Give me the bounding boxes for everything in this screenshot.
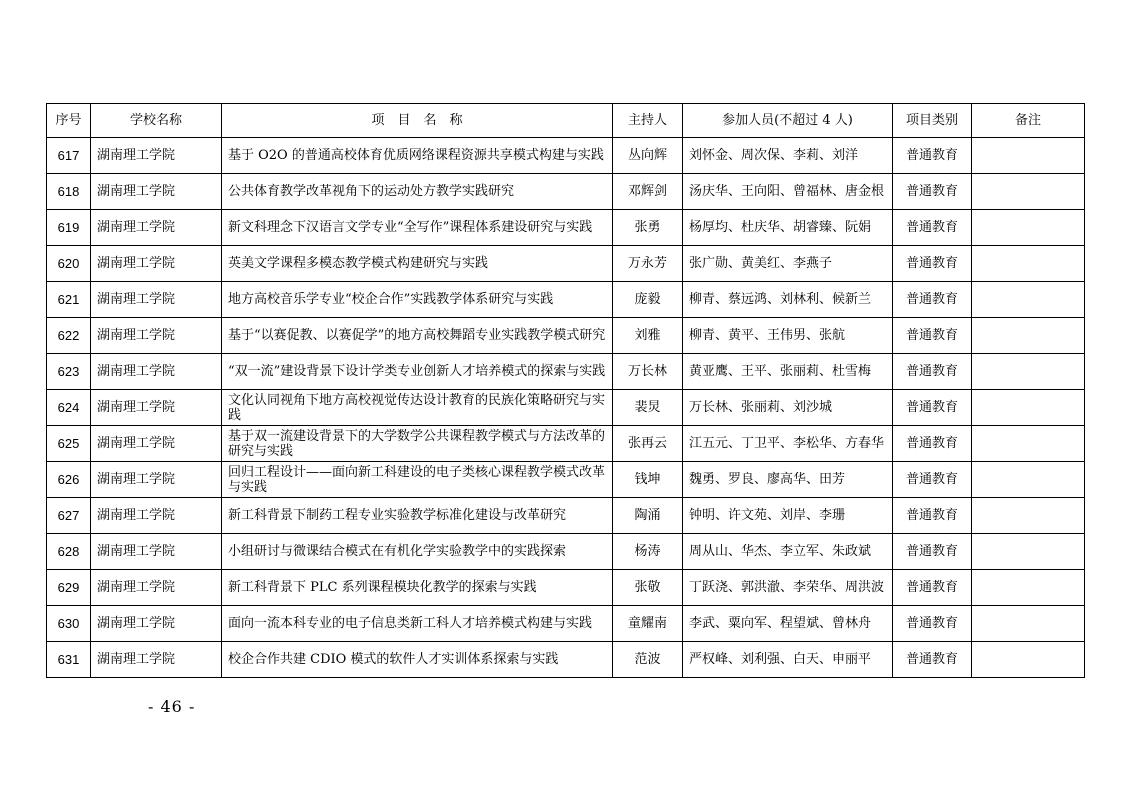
- cell-members: 杨厚均、杜庆华、胡睿臻、阮娟: [683, 210, 893, 246]
- table-row: [47, 246, 1085, 282]
- cell-title: 面向一流本科专业的电子信息类新工科人才培养模式构建与实践: [222, 606, 613, 642]
- cell-category: 普通教育: [893, 426, 972, 462]
- cell-category: 普通教育: [893, 498, 972, 534]
- cell-members: 丁跃浇、郭洪澈、李荣华、周洪波: [683, 570, 893, 606]
- cell-num: 630: [47, 606, 91, 642]
- cell-remark: [972, 138, 1085, 174]
- cell-lead: 张敬: [613, 570, 683, 606]
- cell-title: 新文科理念下汉语言文学专业“全写作”课程体系建设研究与实践: [222, 210, 613, 246]
- cell-school: 湖南理工学院: [91, 462, 222, 498]
- cell-category: 普通教育: [893, 606, 972, 642]
- cell-num: 620: [47, 246, 91, 282]
- cell-title: 回归工程设计——面向新工科建设的电子类核心课程教学模式改革与实践: [222, 462, 613, 498]
- cell-num: 617: [47, 138, 91, 174]
- cell-members: 江五元、丁卫平、李松华、方春华: [683, 426, 893, 462]
- cell-remark: [972, 606, 1085, 642]
- cell-lead: 钱坤: [613, 462, 683, 498]
- cell-remark: [972, 210, 1085, 246]
- cell-members: 张广勋、黄美红、李燕子: [683, 246, 893, 282]
- cell-school: 湖南理工学院: [91, 282, 222, 318]
- cell-school: 湖南理工学院: [91, 246, 222, 282]
- cell-title: 基于 O2O 的普通高校体育优质网络课程资源共享模式构建与实践: [222, 138, 613, 174]
- cell-num: 621: [47, 282, 91, 318]
- cell-remark: [972, 570, 1085, 606]
- cell-members: 汤庆华、王向阳、曾福林、唐金根: [683, 174, 893, 210]
- cell-lead: 万永芳: [613, 246, 683, 282]
- cell-lead: 张再云: [613, 426, 683, 462]
- cell-category: 普通教育: [893, 534, 972, 570]
- cell-members: 李武、粟向军、程望斌、曾林舟: [683, 606, 893, 642]
- table-row: [47, 534, 1085, 570]
- project-table: [46, 103, 1085, 678]
- cell-school: 湖南理工学院: [91, 606, 222, 642]
- header-title: 项 目 名 称: [222, 104, 613, 138]
- cell-members: 严权峰、刘利强、白天、申丽平: [683, 642, 893, 678]
- cell-title: “双一流”建设背景下设计学类专业创新人才培养模式的探索与实践: [222, 354, 613, 390]
- cell-remark: [972, 282, 1085, 318]
- cell-title: 地方高校音乐学专业“校企合作”实践教学体系研究与实践: [222, 282, 613, 318]
- cell-lead: 童耀南: [613, 606, 683, 642]
- cell-remark: [972, 390, 1085, 426]
- cell-num: 624: [47, 390, 91, 426]
- table-row: [47, 318, 1085, 354]
- cell-members: 柳青、黄平、王伟男、张航: [683, 318, 893, 354]
- header-row: [47, 104, 1085, 138]
- cell-members: 黄亚鹰、王平、张丽莉、杜雪梅: [683, 354, 893, 390]
- cell-remark: [972, 498, 1085, 534]
- cell-members: 周从山、华杰、李立军、朱政斌: [683, 534, 893, 570]
- cell-category: 普通教育: [893, 570, 972, 606]
- cell-remark: [972, 462, 1085, 498]
- cell-lead: 陶涌: [613, 498, 683, 534]
- cell-school: 湖南理工学院: [91, 642, 222, 678]
- cell-school: 湖南理工学院: [91, 498, 222, 534]
- header-members: 参加人员(不超过 4 人): [683, 104, 893, 138]
- cell-num: 629: [47, 570, 91, 606]
- cell-num: 626: [47, 462, 91, 498]
- table-row: [47, 138, 1085, 174]
- cell-category: 普通教育: [893, 642, 972, 678]
- cell-school: 湖南理工学院: [91, 354, 222, 390]
- table-row: [47, 570, 1085, 606]
- cell-num: 628: [47, 534, 91, 570]
- cell-lead: 邓辉剑: [613, 174, 683, 210]
- header-category: 项目类别: [893, 104, 972, 138]
- cell-num: 627: [47, 498, 91, 534]
- cell-members: 钟明、许文苑、刘岸、李珊: [683, 498, 893, 534]
- table-row: [47, 606, 1085, 642]
- table-row: [47, 354, 1085, 390]
- header-num: 序号: [47, 104, 91, 138]
- header-remark: 备注: [972, 104, 1085, 138]
- cell-lead: 杨涛: [613, 534, 683, 570]
- cell-title: 新工科背景下制药工程专业实验教学标准化建设与改革研究: [222, 498, 613, 534]
- cell-category: 普通教育: [893, 390, 972, 426]
- header-lead: 主持人: [613, 104, 683, 138]
- cell-category: 普通教育: [893, 174, 972, 210]
- cell-remark: [972, 318, 1085, 354]
- cell-lead: 万长林: [613, 354, 683, 390]
- cell-lead: 刘雅: [613, 318, 683, 354]
- cell-members: 万长林、张丽莉、刘沙城: [683, 390, 893, 426]
- cell-title: 基于双一流建设背景下的大学数学公共课程教学模式与方法改革的研究与实践: [222, 426, 613, 462]
- table-row: [47, 498, 1085, 534]
- table-row: [47, 282, 1085, 318]
- table-row: [47, 426, 1085, 462]
- cell-members: 魏勇、罗良、廖高华、田芳: [683, 462, 893, 498]
- cell-category: 普通教育: [893, 462, 972, 498]
- cell-remark: [972, 174, 1085, 210]
- cell-school: 湖南理工学院: [91, 534, 222, 570]
- cell-category: 普通教育: [893, 318, 972, 354]
- cell-category: 普通教育: [893, 138, 972, 174]
- cell-title: 基于“以赛促教、以赛促学”的地方高校舞蹈专业实践教学模式研究: [222, 318, 613, 354]
- cell-remark: [972, 642, 1085, 678]
- table-row: [47, 390, 1085, 426]
- cell-members: 柳青、蔡远鸿、刘林利、候新兰: [683, 282, 893, 318]
- cell-remark: [972, 246, 1085, 282]
- cell-num: 625: [47, 426, 91, 462]
- cell-category: 普通教育: [893, 246, 972, 282]
- cell-category: 普通教育: [893, 354, 972, 390]
- cell-num: 619: [47, 210, 91, 246]
- table-row: [47, 174, 1085, 210]
- table-row: [47, 642, 1085, 678]
- cell-lead: 丛向辉: [613, 138, 683, 174]
- table-row: [47, 210, 1085, 246]
- cell-title: 文化认同视角下地方高校视觉传达设计教育的民族化策略研究与实践: [222, 390, 613, 426]
- cell-title: 公共体育教学改革视角下的运动处方教学实践研究: [222, 174, 613, 210]
- cell-lead: 范波: [613, 642, 683, 678]
- cell-num: 622: [47, 318, 91, 354]
- cell-num: 623: [47, 354, 91, 390]
- page-number: - 46 -: [148, 697, 196, 716]
- cell-school: 湖南理工学院: [91, 390, 222, 426]
- header-school: 学校名称: [91, 104, 222, 138]
- table-row: [47, 462, 1085, 498]
- cell-lead: 裴炅: [613, 390, 683, 426]
- cell-remark: [972, 426, 1085, 462]
- cell-remark: [972, 534, 1085, 570]
- cell-school: 湖南理工学院: [91, 318, 222, 354]
- cell-lead: 庞毅: [613, 282, 683, 318]
- cell-school: 湖南理工学院: [91, 570, 222, 606]
- cell-school: 湖南理工学院: [91, 138, 222, 174]
- cell-num: 618: [47, 174, 91, 210]
- cell-title: 英美文学课程多模态教学模式构建研究与实践: [222, 246, 613, 282]
- cell-school: 湖南理工学院: [91, 174, 222, 210]
- cell-title: 校企合作共建 CDIO 模式的软件人才实训体系探索与实践: [222, 642, 613, 678]
- cell-remark: [972, 354, 1085, 390]
- cell-school: 湖南理工学院: [91, 210, 222, 246]
- cell-members: 刘怀金、周次保、李莉、刘洋: [683, 138, 893, 174]
- cell-category: 普通教育: [893, 282, 972, 318]
- cell-num: 631: [47, 642, 91, 678]
- cell-title: 小组研讨与微课结合模式在有机化学实验教学中的实践探索: [222, 534, 613, 570]
- cell-school: 湖南理工学院: [91, 426, 222, 462]
- cell-lead: 张勇: [613, 210, 683, 246]
- cell-category: 普通教育: [893, 210, 972, 246]
- cell-title: 新工科背景下 PLC 系列课程模块化教学的探索与实践: [222, 570, 613, 606]
